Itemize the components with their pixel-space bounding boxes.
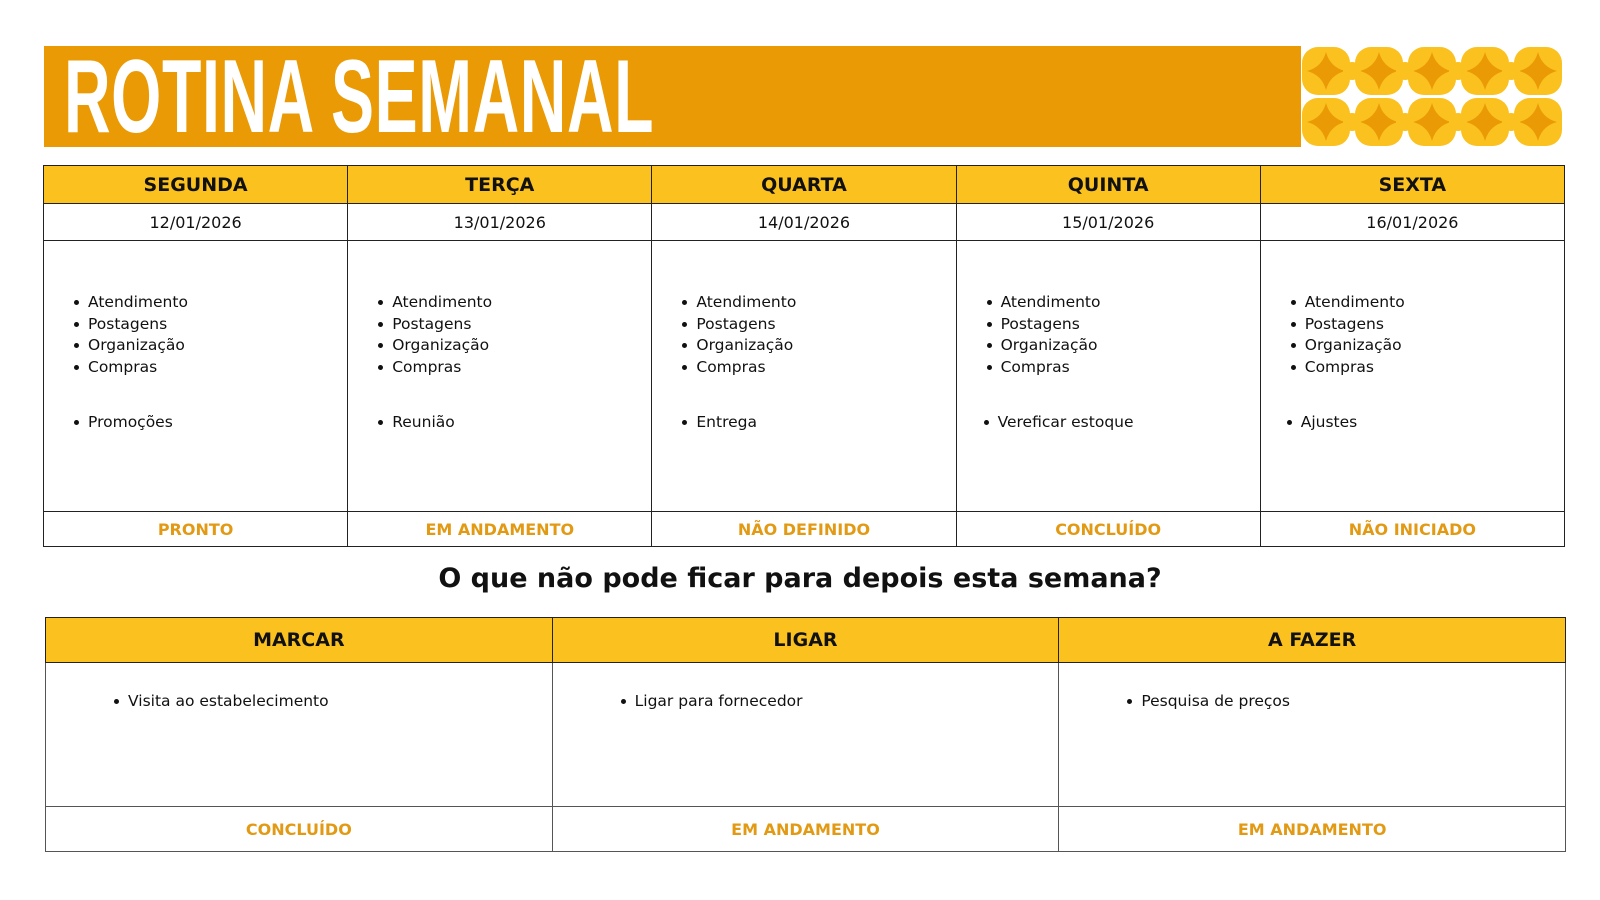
day-header-terca: TERÇA [348, 166, 652, 204]
task-list [682, 292, 955, 378]
tasks-marcar [46, 663, 553, 807]
task-item: Ligar para fornecedor [621, 691, 1059, 713]
extra-task-list [682, 412, 955, 434]
weekly-schedule-table [43, 165, 1565, 547]
task-list [1127, 691, 1565, 713]
task-item: Pesquisa de preços [1127, 691, 1565, 713]
priorities-heading: O que não pode ficar para depois esta semana? [438, 563, 1162, 594]
task-list [378, 292, 651, 378]
task-item: Atendimento [378, 292, 651, 314]
status-marcar: CONCLUÍDO [46, 807, 553, 852]
task-item: Organização [378, 335, 651, 357]
extra-task-list [378, 412, 651, 434]
extra-task-item: Vereficar estoque [984, 412, 1260, 434]
task-item: Compras [987, 357, 1260, 379]
status-segunda: PRONTO [44, 512, 348, 547]
status-sexta: NÃO INICIADO [1260, 512, 1564, 547]
task-item: Organização [682, 335, 955, 357]
task-list [987, 292, 1260, 378]
status-terca: EM ANDAMENTO [348, 512, 652, 547]
task-list [621, 691, 1059, 713]
extra-task-list [1287, 412, 1564, 434]
date-quinta: 15/01/2026 [956, 204, 1260, 241]
tasks-segunda [44, 241, 348, 512]
date-segunda: 12/01/2026 [44, 204, 348, 241]
task-item: Postagens [987, 314, 1260, 336]
task-item: Organização [74, 335, 347, 357]
task-item: Postagens [1291, 314, 1564, 336]
task-list [1291, 292, 1564, 378]
column-header-ligar: LIGAR [552, 618, 1059, 663]
date-quarta: 14/01/2026 [652, 204, 956, 241]
status-a-fazer: EM ANDAMENTO [1059, 807, 1566, 852]
extra-task-item: Promoções [74, 412, 347, 434]
day-header-sexta: SEXTA [1260, 166, 1564, 204]
task-list [74, 292, 347, 378]
tasks-sexta [1260, 241, 1564, 512]
extra-task-item: Ajustes [1287, 412, 1564, 434]
status-ligar: EM ANDAMENTO [552, 807, 1059, 852]
status-quinta: CONCLUÍDO [956, 512, 1260, 547]
tasks-quarta [652, 241, 956, 512]
day-header-quarta: QUARTA [652, 166, 956, 204]
page-title: ROTINA SEMANAL [64, 46, 655, 147]
day-header-quinta: QUINTA [956, 166, 1260, 204]
priorities-table [45, 617, 1566, 852]
tasks-quinta [956, 241, 1260, 512]
date-sexta: 16/01/2026 [1260, 204, 1564, 241]
task-item: Atendimento [74, 292, 347, 314]
tasks-ligar [552, 663, 1059, 807]
day-header-segunda: SEGUNDA [44, 166, 348, 204]
extra-task-item: Entrega [682, 412, 955, 434]
task-list [114, 691, 552, 713]
title-banner [44, 46, 1565, 147]
task-item: Organização [987, 335, 1260, 357]
task-item: Compras [74, 357, 347, 379]
status-quarta: NÃO DEFINIDO [652, 512, 956, 547]
task-item: Compras [682, 357, 955, 379]
tasks-a-fazer [1059, 663, 1566, 807]
extra-task-list [74, 412, 347, 434]
decorative-star-pattern-icon [1301, 46, 1565, 147]
task-item: Postagens [682, 314, 955, 336]
task-item: Compras [1291, 357, 1564, 379]
task-item: Postagens [74, 314, 347, 336]
task-item: Organização [1291, 335, 1564, 357]
task-item: Atendimento [987, 292, 1260, 314]
column-header-marcar: MARCAR [46, 618, 553, 663]
tasks-terca [348, 241, 652, 512]
task-item: Postagens [378, 314, 651, 336]
date-terca: 13/01/2026 [348, 204, 652, 241]
task-item: Atendimento [1291, 292, 1564, 314]
column-header-a-fazer: A FAZER [1059, 618, 1566, 663]
task-item: Visita ao estabelecimento [114, 691, 552, 713]
extra-task-item: Reunião [378, 412, 651, 434]
extra-task-list [984, 412, 1260, 434]
task-item: Atendimento [682, 292, 955, 314]
task-item: Compras [378, 357, 651, 379]
